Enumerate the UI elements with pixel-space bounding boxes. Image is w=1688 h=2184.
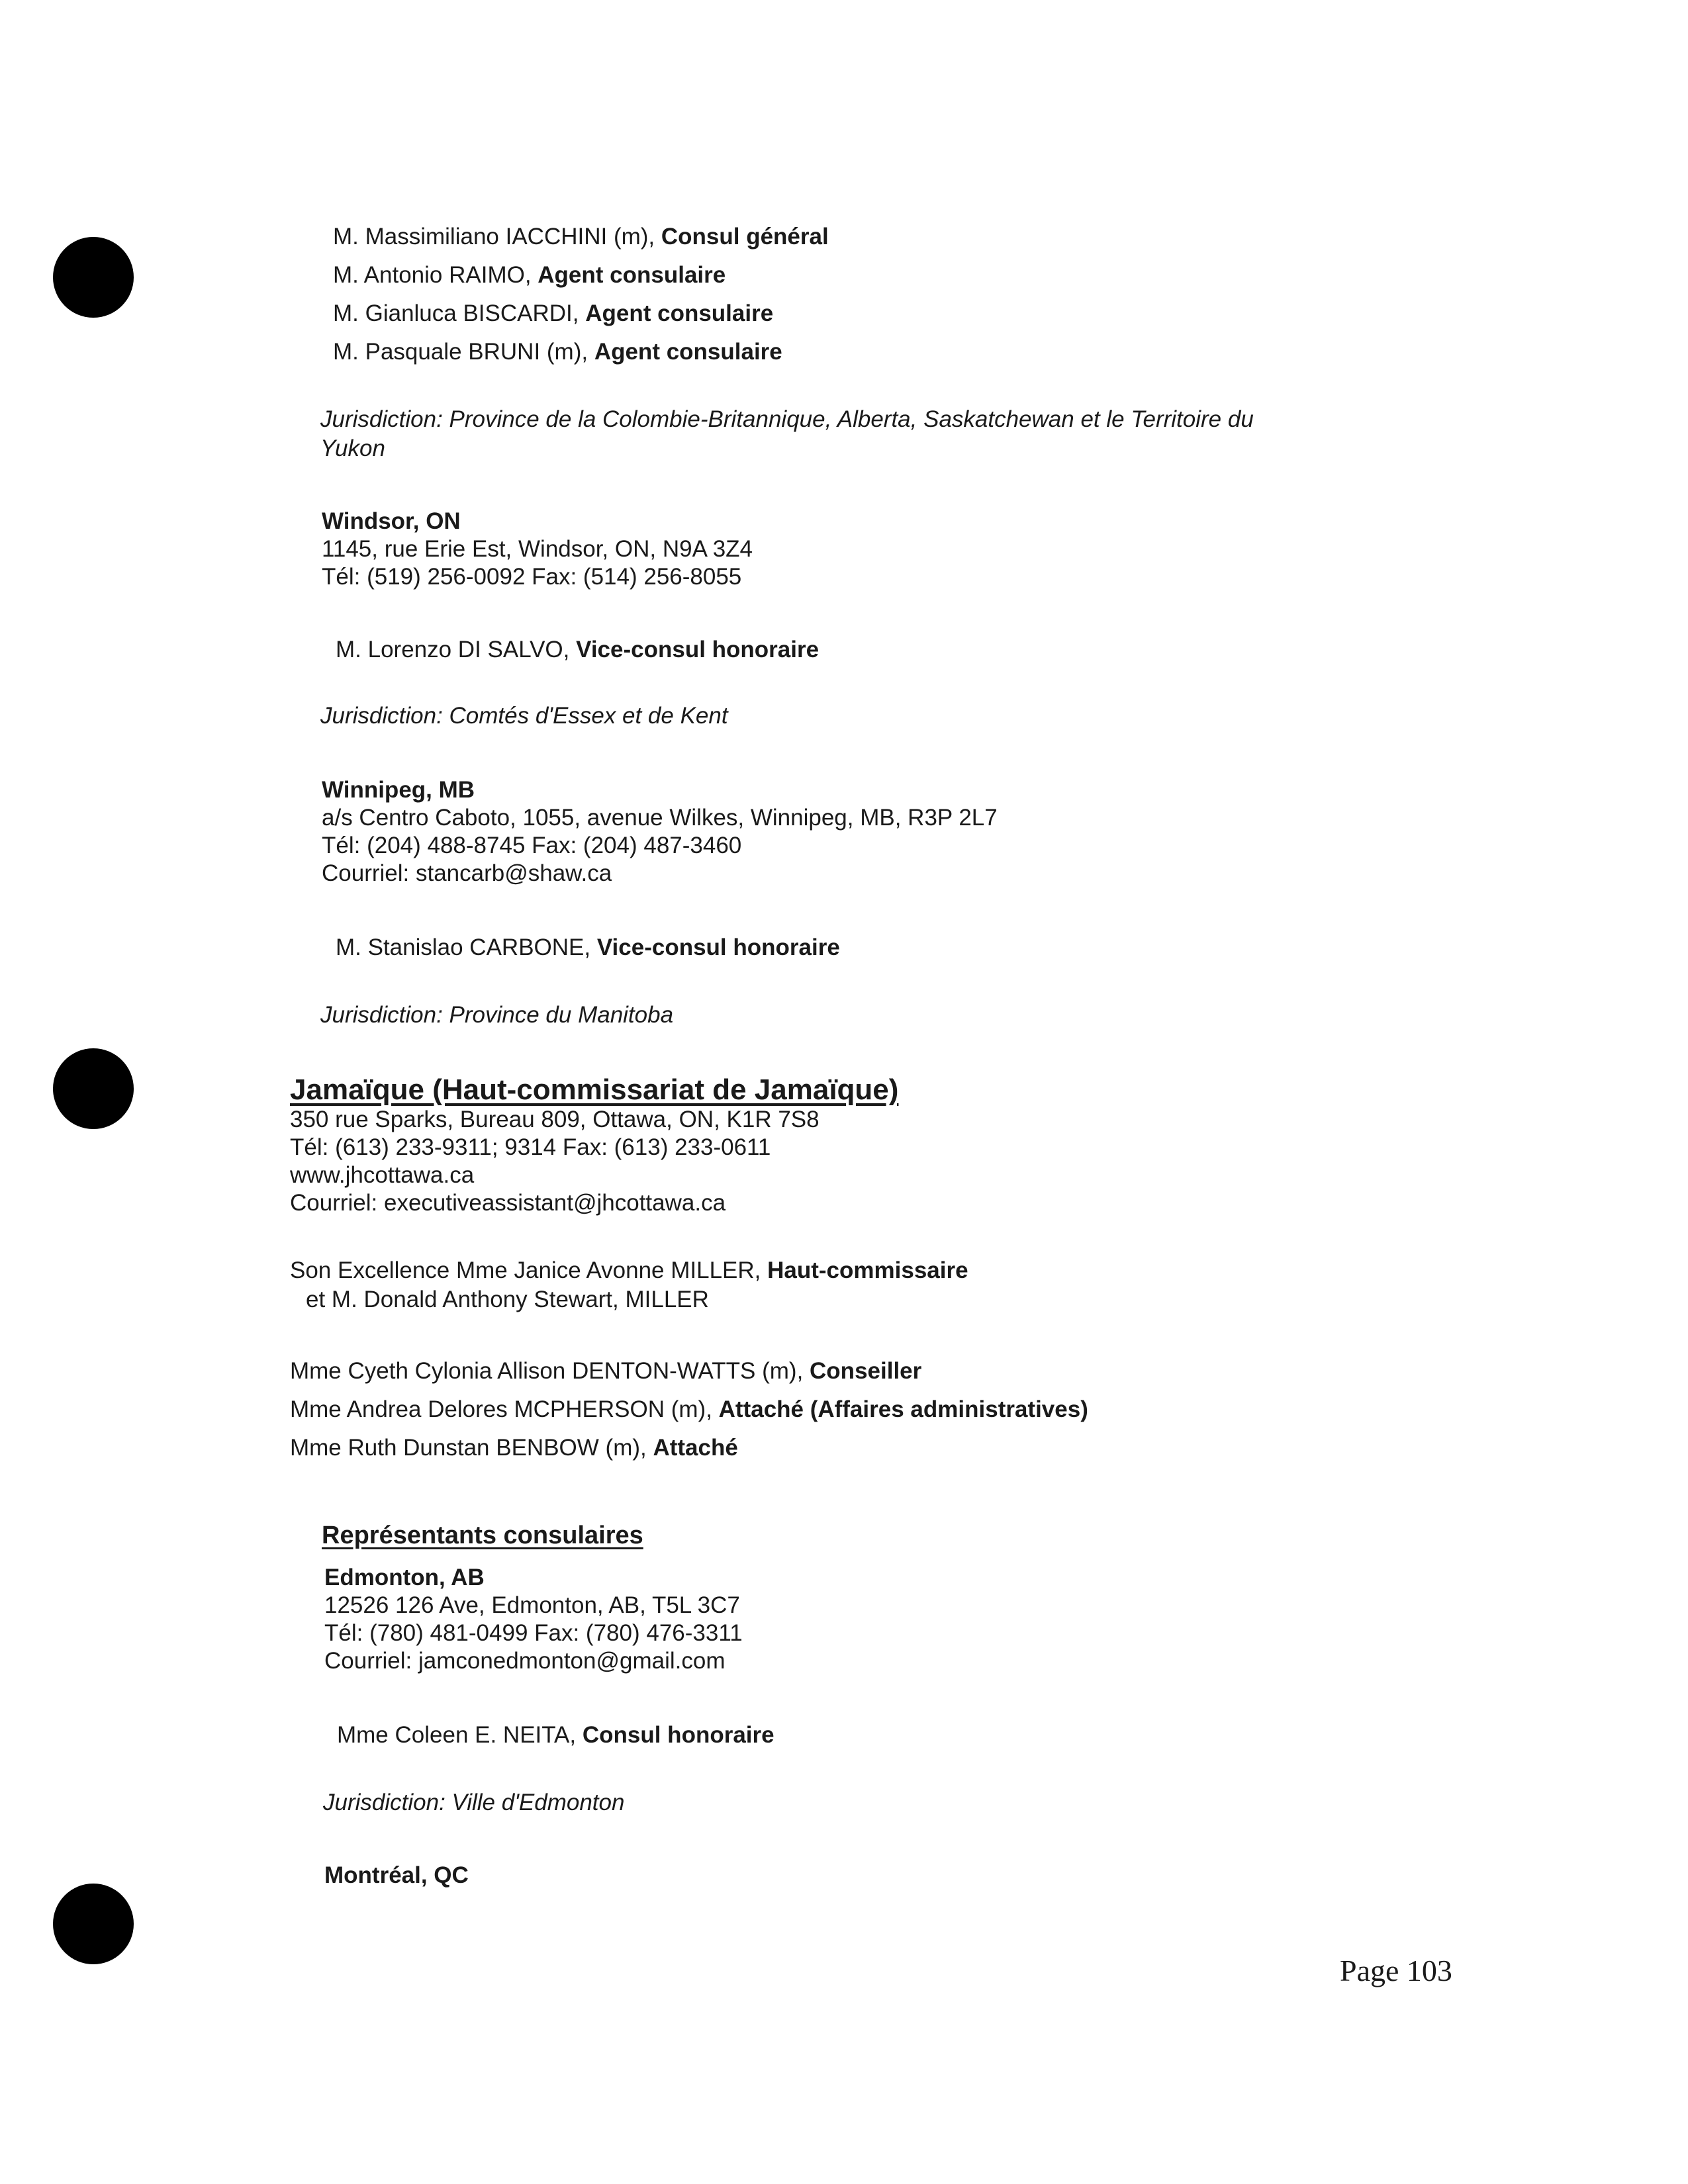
office-email: Courriel: jamconedmonton@gmail.com	[324, 1648, 726, 1674]
official-line: M. Pasquale BRUNI (m), Agent consulaire	[333, 339, 782, 365]
staff-line: Mme Andrea Delores MCPHERSON (m), Attaché (Affaires administratives)	[290, 1396, 1088, 1422]
consular-heading: Représentants consulaires	[322, 1522, 643, 1549]
jurisdiction-text: Jurisdiction: Province de la Colombie-Britannique, Alberta, Saskatchewan et le Territoire du	[320, 406, 1254, 432]
office-address: 12526 126 Ave, Edmonton, AB, T5L 3C7	[324, 1592, 740, 1618]
staff-line: Mme Ruth Dunstan BENBOW (m), Attaché	[290, 1435, 738, 1461]
office-city: Windsor, ON	[322, 508, 461, 534]
page-number: Page 103	[1340, 1954, 1452, 1987]
head-of-mission-line: Son Excellence Mme Janice Avonne MILLER, Haut-commissaire	[290, 1257, 968, 1283]
official-line: M. Massimiliano IACCHINI (m), Consul général	[333, 224, 829, 250]
office-email: Courriel: stancarb@shaw.ca	[322, 860, 612, 886]
office-city: Edmonton, AB	[324, 1565, 485, 1590]
embassy-website: www.jhcottawa.ca	[290, 1162, 475, 1188]
office-city: Winnipeg, MB	[322, 777, 475, 803]
jurisdiction-text: Yukon	[320, 435, 385, 461]
jurisdiction-text: Jurisdiction: Province du Manitoba	[320, 1002, 674, 1028]
office-city: Montréal, QC	[324, 1862, 469, 1888]
staff-line: Mme Cyeth Cylonia Allison DENTON-WATTS (m), Conseiller	[290, 1358, 922, 1384]
embassy-phone: Tél: (613) 233-9311; 9314 Fax: (613) 233-0611	[290, 1134, 771, 1160]
punch-hole-middle	[53, 1048, 134, 1129]
embassy-email: Courriel: executiveassistant@jhcottawa.ca	[290, 1190, 726, 1216]
official-line: M. Gianluca BISCARDI, Agent consulaire	[333, 300, 774, 326]
jurisdiction-text: Jurisdiction: Comtés d'Essex et de Kent	[320, 703, 728, 729]
office-phone: Tél: (519) 256-0092 Fax: (514) 256-8055	[322, 564, 742, 590]
office-address: a/s Centro Caboto, 1055, avenue Wilkes, Winnipeg, MB, R3P 2L7	[322, 805, 998, 831]
punch-hole-bottom	[53, 1884, 134, 1964]
jurisdiction-text: Jurisdiction: Ville d'Edmonton	[323, 1790, 625, 1815]
punch-hole-top	[53, 237, 134, 318]
official-line: Mme Coleen E. NEITA, Consul honoraire	[337, 1722, 774, 1748]
official-line: M. Lorenzo DI SALVO, Vice-consul honoraire	[336, 637, 820, 662]
embassy-address: 350 rue Sparks, Bureau 809, Ottawa, ON, K1R 7S8	[290, 1107, 820, 1132]
office-address: 1145, rue Erie Est, Windsor, ON, N9A 3Z4	[322, 536, 753, 562]
official-line: M. Antonio RAIMO, Agent consulaire	[333, 262, 726, 288]
country-heading: Jamaïque (Haut-commissariat de Jamaïque)	[290, 1073, 899, 1106]
office-phone: Tél: (780) 481-0499 Fax: (780) 476-3311	[324, 1620, 743, 1646]
official-line: M. Stanislao CARBONE, Vice-consul honoraire	[336, 934, 840, 960]
spouse-line: et M. Donald Anthony Stewart, MILLER	[306, 1287, 709, 1312]
office-phone: Tél: (204) 488-8745 Fax: (204) 487-3460	[322, 833, 742, 858]
